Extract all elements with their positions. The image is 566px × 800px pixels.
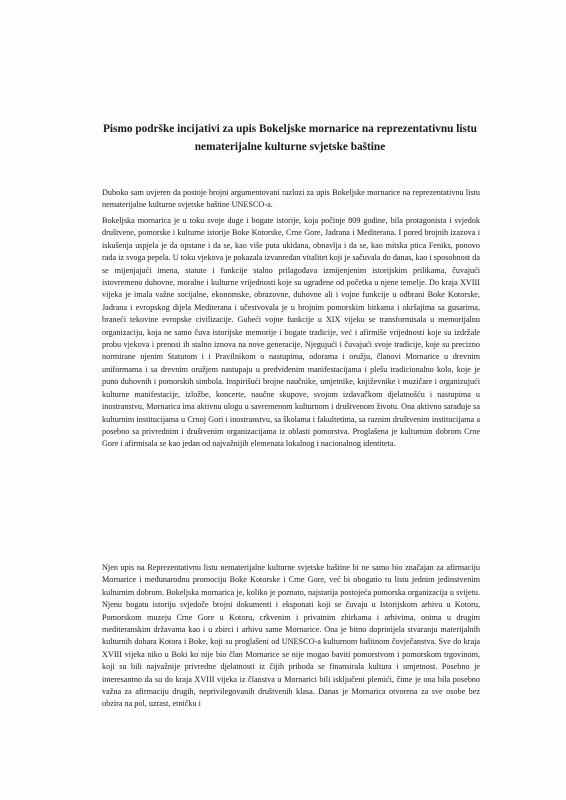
body-paragraph-1: Bokeljska mornarica je u toku svoje duge i bogate istorije, koja počinje 809 godine, bila protagonista i svjedok društvene, pomorske i kulturne istorije Boke Kotorske, Crne Gore, Jadrana i Mediterana. I pored brojnih izazova i iskušenja uspjela je da opstane i da se, kao više puta ukidana, obnavlja i da se, kao mitska ptica Feniks, ponovo rada iz svoga pepela. U toku vjekova je pokazala izvanredan vitalitet koji je sačuvala do danas, kao i sposobnost da se mijenjajući imena, statute i funkcije stalno prilagođava izmijenjenim istorijskim prilikama, čuvajući istovremeno duhovne, moralne i kulturne vrijednosti koje su ugrađene od početka u njene temelje. Do kraja XVIII vijeka je imala važne socijalne, ekonomske, obrazovne, duhovne ali i vojne funkcije u odbrani Boke Kotorske, Jadrana i evropskog dijela Mediterana i učestvovala je u brojnim pomorskim bitkama i okršajima sa gusarima, braneći tekovine evropske civilizacije. Gubeći vojne funkcije u XIX vijeku se transformisala u memorijalnu organizaciju, koja ne samo čuva istorijske memorije i bogate tradicije, već i afirmiše vrijednosti koje su izdržale probu vjekova i prenosi ih stalno iznova na nove generacije. Njegujući i čuvajući svoje tradicije, koje su precizno normirane njenim Statutom i i Pravilnikom o nastupima, odorama i oružju, članovi Mornarice u drevnim uniformama i sa drevnim oružjem nastupaju u predviđenim manifestacijama i plešu tradicionalno kolo, koje je puno duhovnih i pomorskih simbola. Inspirišući brojne naučnike, umjetnike, književnike i muzičare i organizujući kulturne manifestacije, izložbe, koncerte, naučne skupove, svojom izdavačkom djelatnošću i nastupima u inostranstvu, Mornarica ima aktivnu ulogu u savremenom kulturnom i društvenom životu. Ona aktivno sarađuje sa kulturnim institucijama u Crnoj Gori i inostranstvu, sa školama i fakultetima, sa raznim društvenim institucijama a posebno sa privrednim i društvenim organizacijama iz oblasti pomorstva. Proglašena je kulturnim dobrom Crne Gore i afirmisala se kao jedan od najvažnijih elemenata lokalnog i nacionalnog identiteta. <box>102 216 480 449</box>
body-paragraph-2: Njen upis na Reprezentativnu listu nematerijalne kulturne svjetske baštine bi ne samo bio značajan za afirmaciju Mornarice i međunarodnu promociju Boke Kotorske i Crne Gore, već bi obogatio tu listu jednim jedinstvenim kulturnim dobrom. Bokeljska mornarica je, koliko je poznato, najstarija postojeća pomorska organizacija u svijetu. Njenu bogatu istoriju svjedoče brojni dokumenti i eksponati koji se čuvaju u Istorijskom arhivu u Kotoru, Pomorskom muzeju Crne Gore u Kotoru, crkvenim i privatnim zbirkama i arhivima, onima u drugim mediteranskim državama kao i u zbirci i arhivu same Mornarice. Ona je bitno doprinijela stvaranju materijalnih kulturnih dobara Kotora i Boke, koji su proglašeni od UNESCO-a kulturnom baštinom čovječanstva. Sve do kraja XVIII vijeka niko u Boki ko nije bio član Mornarice se nije mogao baviti pomorstvom i pomorskom trgovinom, koji su bili najvažnije privredne djelatnosti iz čijih prihoda se finansirala kultura i umjetnost. Posebno je interesantno da su do kraja XVIII vijeka iz članstva u Mornarici bili isključeni plemići, čime je ona bila posebno važna za afirmaciju drugih, neprivilegovanih društvenih klasa. Danas je Mornarica otvorena za sve osobe bez obzira na pol, uzrast, etničku i <box>102 563 480 709</box>
document-title: Pismo podrške incijativi za upis Bokeljske mornarice na reprezentativnu listu nematerijalne kulturne svjetske baštine <box>103 123 477 153</box>
intro-paragraph: Duboko sam uvjeren da postoje brojni argumentovani razlozi za upis Bokeljske mornarice na reprezentativnu listu nematerijalne kulturne svjetske baštine UNESCO-a. <box>102 188 480 210</box>
